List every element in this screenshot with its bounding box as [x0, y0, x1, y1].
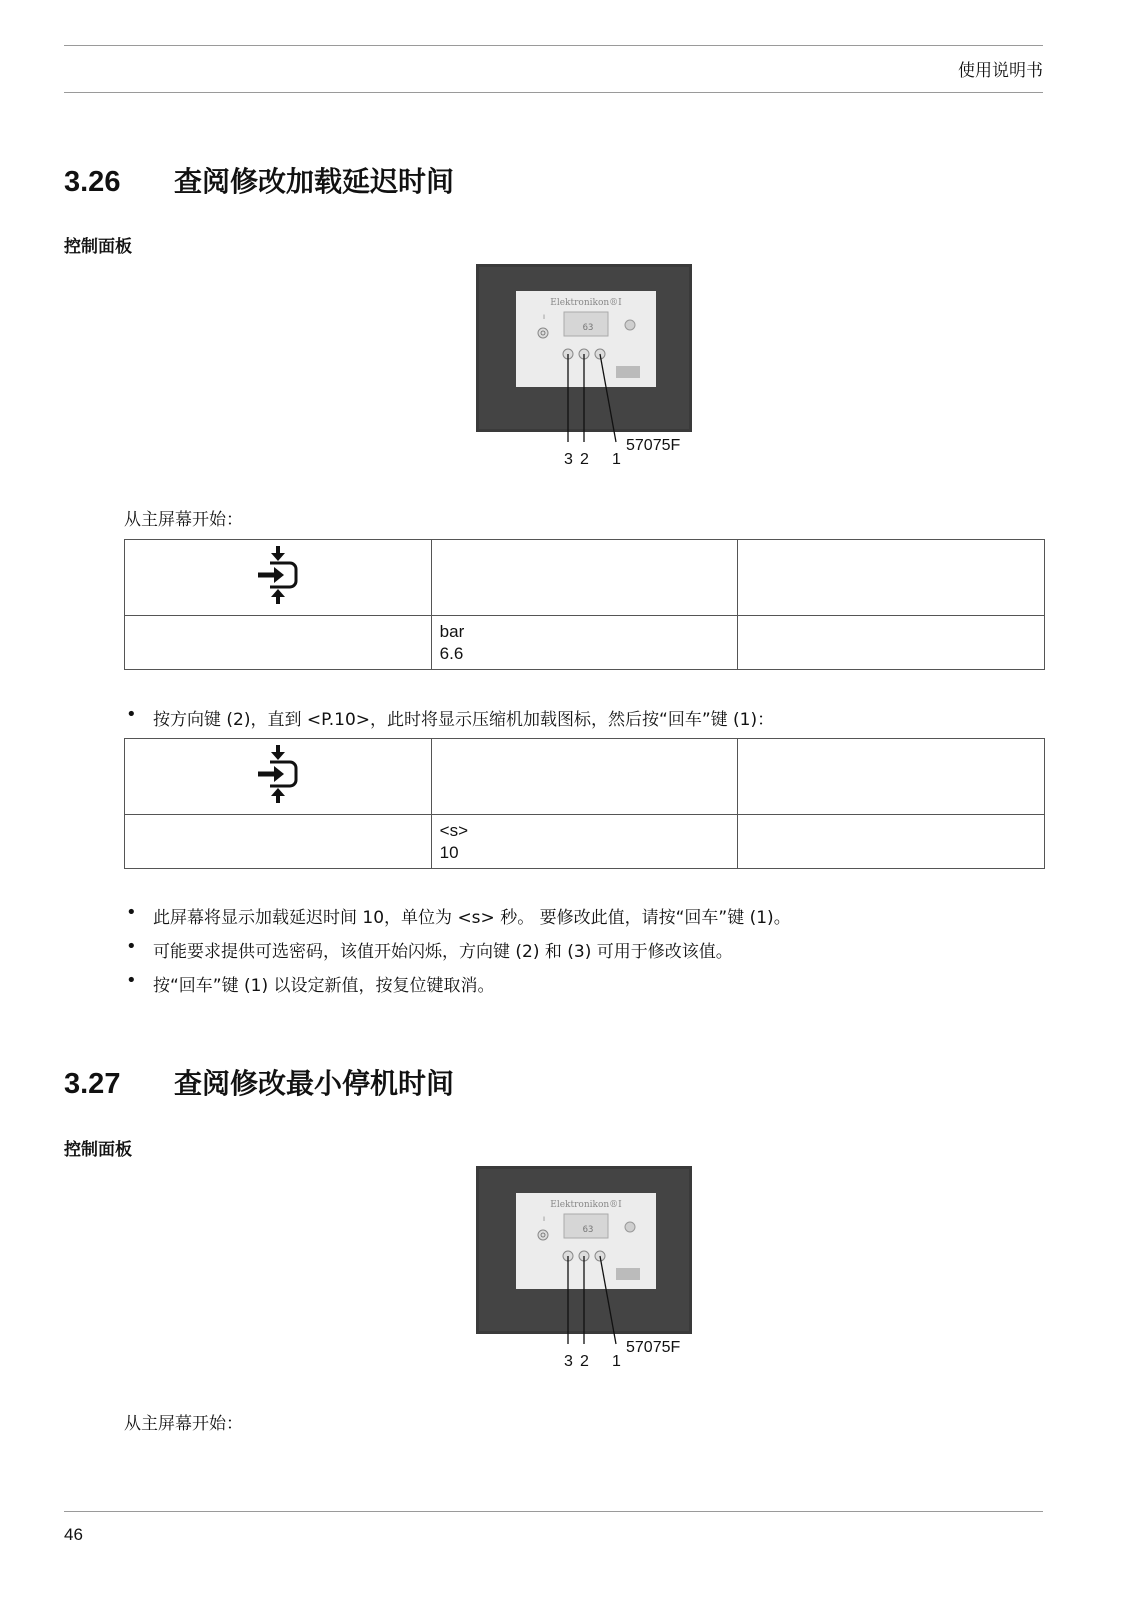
list-item: • 按方向键 (2)，直到 <P.10>，此时将显示压缩机加载图标，然后按“回车”键 (1)： [124, 705, 774, 739]
section-heading-3-26 [64, 160, 454, 200]
subheading-control-panel: 控制面板 [64, 237, 132, 257]
intro-text: 从主屏幕开始： [124, 510, 243, 530]
header-top-rule [64, 45, 1043, 46]
table2-empty-cell [738, 815, 1045, 869]
callout-3: 3 [564, 1353, 573, 1370]
icon-cell [125, 739, 432, 815]
unit-label: bar [439, 622, 465, 641]
footer-rule [64, 1511, 1043, 1512]
value-label: 6.6 [439, 644, 464, 663]
logo-mark [616, 1268, 640, 1280]
logo-mark [616, 366, 640, 378]
callout-1: 1 [612, 451, 621, 468]
callout-1: 1 [612, 1353, 621, 1370]
control-panel-figure [476, 264, 692, 474]
list-item: • 可能要求提供可选密码，该值开始闪烁，方向键 (2) 和 (3) 可用于修改该值。 [124, 937, 791, 971]
panel-display-value: 63 [582, 1225, 594, 1235]
panel-brand-label: Elektronikon®I [550, 298, 622, 308]
section-number: 3.27 [64, 1068, 121, 1100]
power-icon [538, 1230, 548, 1240]
display-table-1 [124, 539, 1045, 670]
table2-empty-cell [125, 815, 432, 869]
step-list [124, 705, 774, 739]
table1-empty-cell [431, 540, 738, 616]
page-number: 46 [64, 1525, 83, 1544]
status-led [625, 1222, 635, 1232]
icon-cell [125, 540, 432, 616]
display-table-2 [124, 738, 1045, 869]
value-label: 10 [439, 843, 459, 862]
table1-empty-cell [738, 616, 1045, 670]
table2-empty-cell [431, 739, 738, 815]
svg-text:I: I [543, 1216, 545, 1223]
subheading-control-panel: 控制面板 [64, 1140, 132, 1160]
svg-text:I: I [543, 314, 545, 321]
table1-value-cell [431, 616, 738, 670]
section-number: 3.26 [64, 166, 121, 198]
panel-display-value: 63 [582, 323, 594, 333]
section-title: 查阅修改加载延迟时间 [174, 165, 455, 198]
table1-empty-cell [738, 540, 1045, 616]
power-icon [538, 328, 548, 338]
control-panel-figure [476, 1166, 692, 1376]
table1-empty-cell [125, 616, 432, 670]
section-heading-3-27 [64, 1062, 454, 1102]
callout-3: 3 [564, 451, 573, 468]
document-title: 使用说明书 [958, 61, 1043, 81]
unit-label: <s> [439, 821, 469, 840]
list-item: • 按“回车”键 (1) 以设定新值，按复位键取消。 [124, 971, 791, 1005]
header-bottom-rule [64, 92, 1043, 93]
panel-brand-label: Elektronikon®I [550, 1200, 622, 1210]
table2-empty-cell [738, 739, 1045, 815]
figure-code: 57075F [626, 1339, 681, 1356]
status-led [625, 320, 635, 330]
table2-value-cell [431, 815, 738, 869]
callout-2: 2 [580, 451, 589, 468]
section-title: 查阅修改最小停机时间 [174, 1067, 455, 1100]
intro-text: 从主屏幕开始： [124, 1414, 243, 1434]
callout-2: 2 [580, 1353, 589, 1370]
list-item: • 此屏幕将显示加载延迟时间 10，单位为 <s> 秒。 要修改此值，请按“回车”键 (1)。 [124, 903, 791, 937]
compressor-load-icon [256, 546, 300, 604]
notes-list [124, 903, 791, 1005]
figure-code: 57075F [626, 437, 681, 454]
compressor-load-icon [256, 745, 300, 803]
